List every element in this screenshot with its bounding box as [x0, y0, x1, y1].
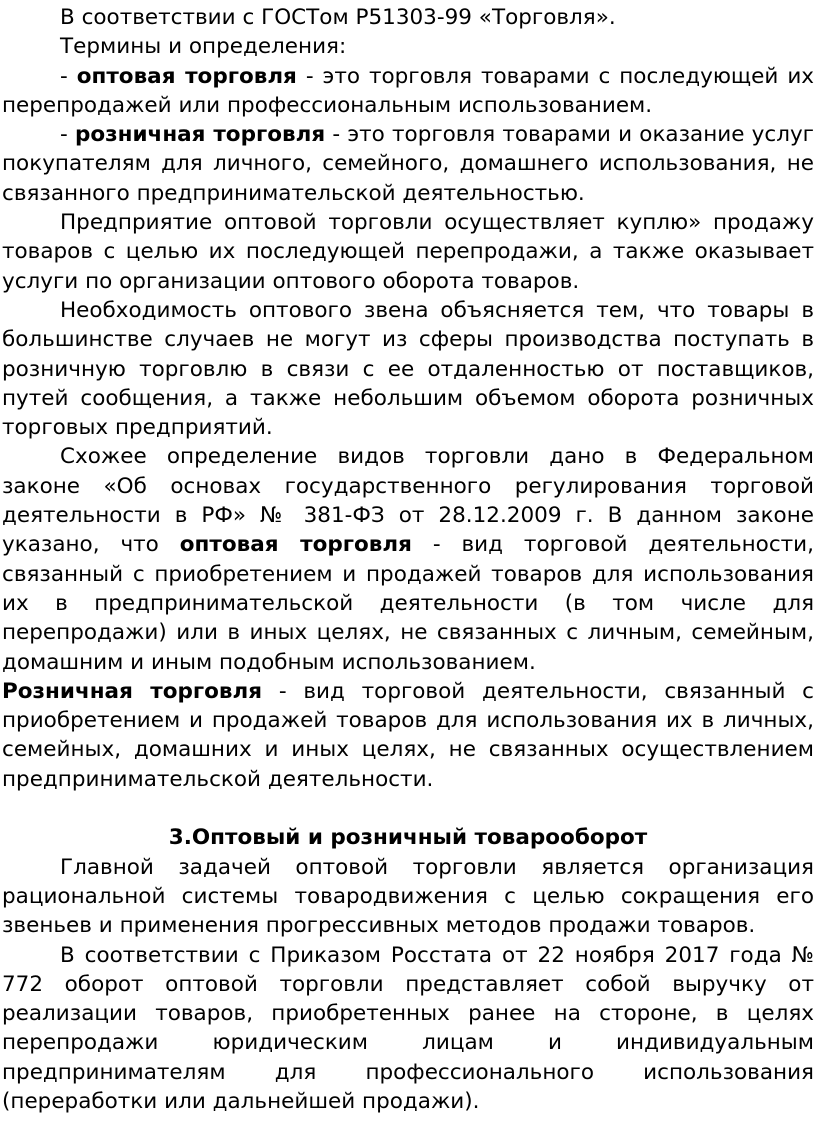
definition-text: - это торговля товарами и оказание услуг покупателям для личного, семейного, домашнего использования, не связанного предпринимательской деятельностью. [2, 122, 814, 206]
term-wholesale-trade: оптовая торговля [76, 63, 297, 89]
definition-dash: - [60, 63, 68, 89]
paragraph-text: Схожее определение видов торговли дано в Федеральном законе «Об основах государственного регулирования торговой деятельности в РФ» № 381-ФЗ от 28.12.2009 г. В данном законе указано, что [2, 444, 814, 558]
paragraph-text: В соответствии с Приказом Росстата от 22 ноября 2017 года № 772 оборот оптовой торговли представляет собой выручку от реализации товаров, приобретенных ранее на стороне, в целях перепродажи юридическим лицам и индивидуальным предпринимателям для профессионального использования (переработки или дальнейшей продажи). [2, 942, 814, 1114]
paragraph-text: - вид торговой деятельности, связанный с приобретением и продажей товаров для использования их в личных, семейных, домашних и иных целях, не связанных осуществлением предпринимательской деятельности. [2, 678, 815, 792]
paragraph-federal-law [2, 442, 814, 676]
term-retail-trade: Розничная торговля [2, 678, 263, 704]
definition-wholesale [2, 62, 814, 121]
paragraph-terms-heading [2, 32, 814, 61]
paragraph-text: Необходимость оптового звена объясняется тем, что товары в большинстве случаев не могут из сферы производства поступать в розничную торговлю в связи с ее отдаленностью от поставщиков, путей сообщения, а также небольшим объемом оборота розничных торговых предприятий. [2, 297, 814, 441]
term-wholesale-trade: оптовая торговля [179, 532, 412, 558]
paragraph-wholesale-necessity [2, 296, 814, 442]
paragraph-text: - вид торговой деятельности, связанный с приобретением и продажей товаров для использования их в предпринимательской деятельности (в том числе для перепродажи) или в иных целях, не связанных с личным, семейным, домашним и иным подобным использованием. [2, 532, 814, 675]
paragraph-text: В соответствии с ГОСТом Р51303-99 «Торговля». [60, 5, 616, 30]
paragraph-retail-law-definition [2, 677, 814, 794]
term-retail-trade: розничная торговля [74, 122, 326, 148]
definition-dash: - [60, 122, 68, 148]
paragraph-text: Предприятие оптовой торговли осуществляет куплю» продажу товаров с целью их последующей перепродажи, а также оказывает услуги по организации оптового оборота товаров. [2, 210, 814, 294]
paragraph-rosstat-order [2, 941, 814, 1117]
paragraph-text: Главной задачей оптовой торговли является организация рациональной системы товародвижения с целью сокращения его звеньев и применения прогрессивных методов продажи товаров. [2, 854, 814, 939]
paragraph-wholesale-task [2, 853, 814, 941]
paragraph-text: Термины и определения: [60, 34, 347, 60]
section-heading: 3.Оптовый и розничный товарооборот [168, 825, 648, 851]
section-spacer [2, 794, 814, 823]
definition-text: - это торговля товарами с последующей их перепродажей или профессиональным использованием. [2, 63, 815, 118]
definition-retail [2, 120, 814, 208]
paragraph-wholesale-enterprise [2, 208, 814, 296]
paragraph-gost-reference [2, 3, 814, 32]
